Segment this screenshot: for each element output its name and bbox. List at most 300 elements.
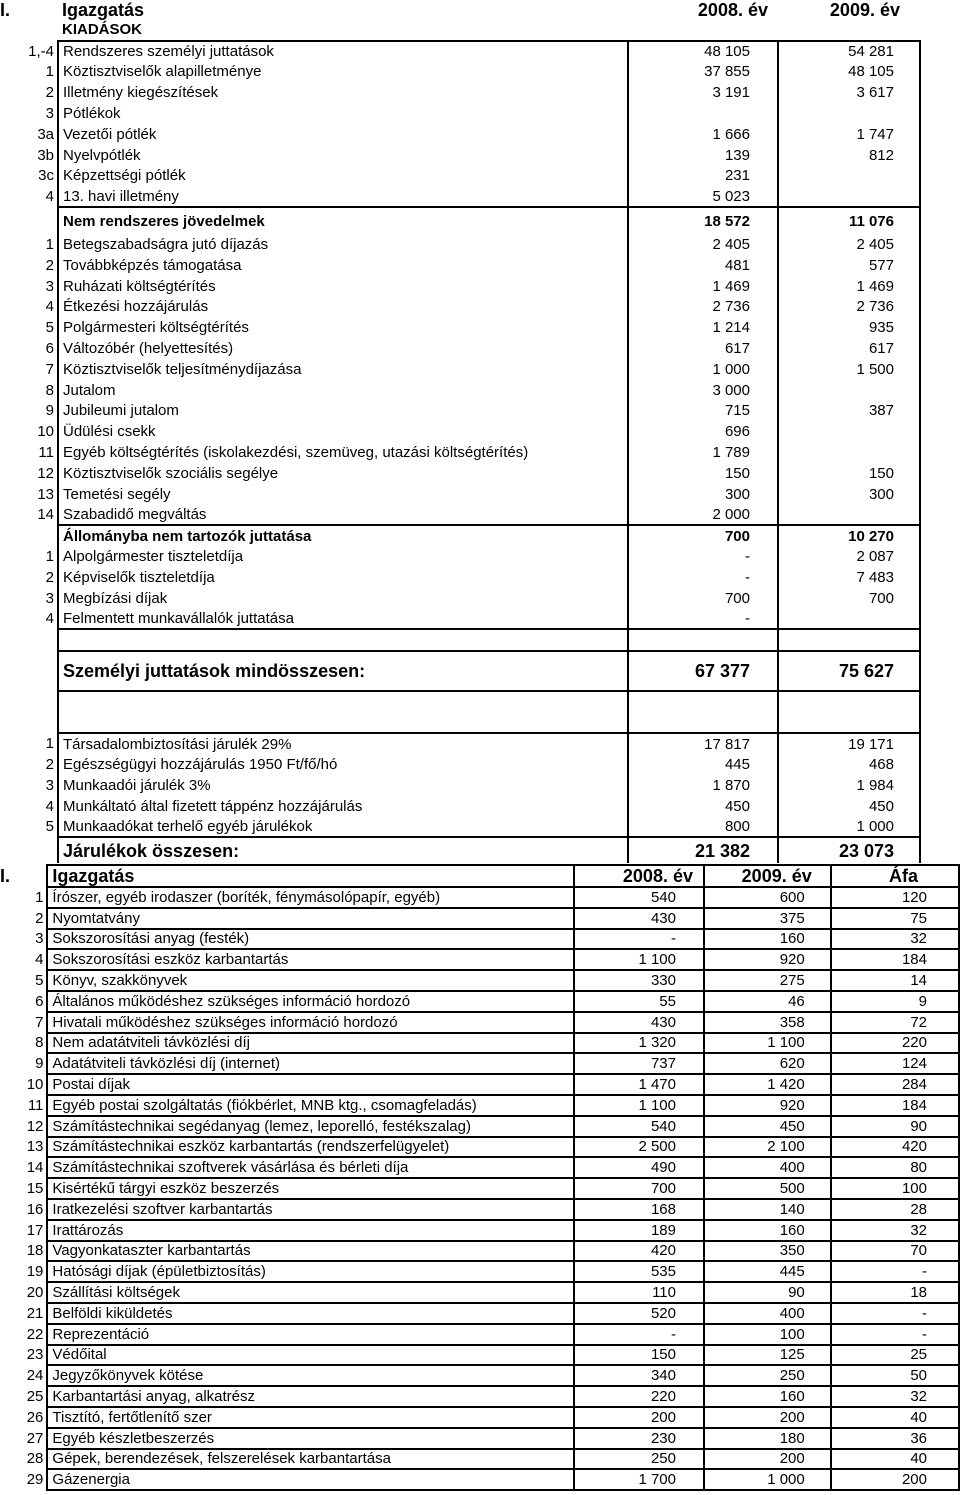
vat-value: 120 <box>831 887 959 908</box>
row-number: 10 <box>37 423 54 441</box>
row-label: Egyéb készletbeszerzés <box>47 1428 574 1449</box>
row-number: 21 <box>26 1304 44 1322</box>
row-label: Számítástechnikai eszköz karbantartás (rendszerfelügyelet) <box>47 1137 574 1158</box>
row-label: Megbízási díjak <box>58 588 628 609</box>
value-2008: 490 <box>574 1157 704 1178</box>
table-row <box>0 401 920 422</box>
row-number <box>0 525 58 546</box>
table-row <box>0 166 920 187</box>
regular-personnel-total-row <box>0 41 920 62</box>
value-2008: 55 <box>574 991 704 1012</box>
row-label: Köztisztviselők alapilletménye <box>58 62 628 83</box>
value-2009: 7 483 <box>778 567 920 588</box>
vat-value: 72 <box>831 1012 959 1033</box>
row-number: 3 <box>45 589 54 607</box>
expense-row <box>0 1220 959 1241</box>
row-number: 1 <box>45 548 54 566</box>
row-label: Számítástechnikai szoftverek vásárlása és bérleti díja <box>47 1157 574 1178</box>
vat-value: 32 <box>831 929 959 950</box>
value-2009 <box>778 103 920 124</box>
value-2008: - <box>628 567 778 588</box>
value-2009: 445 <box>704 1261 831 1282</box>
row-label: Nyelvpótlék <box>58 145 628 166</box>
value-2008: 1 100 <box>574 1095 704 1116</box>
value-2008: 450 <box>628 796 778 817</box>
value-2009: 1 500 <box>778 359 920 380</box>
value-2008: 340 <box>574 1365 704 1386</box>
table-row <box>0 505 920 526</box>
material-expenses-body <box>0 865 959 1490</box>
value-2009: 617 <box>778 338 920 359</box>
value-2008: 1 870 <box>628 775 778 796</box>
row-label: Általános működéshez szükséges információ hordozó <box>47 991 574 1012</box>
row-label: Munkaadókat terhelő egyéb járulékok <box>58 817 628 838</box>
value-2009: 2 405 <box>778 234 920 255</box>
value-2009: 160 <box>704 929 831 950</box>
table-row <box>0 796 920 817</box>
table-row <box>0 609 920 630</box>
row-label: Vagyonkataszter karbantartás <box>47 1241 574 1262</box>
row-number: 3b <box>37 146 54 164</box>
vat-value: 28 <box>831 1199 959 1220</box>
table-row <box>0 317 920 338</box>
value-2009: 200 <box>704 1407 831 1428</box>
row-label: Temetési segély <box>58 484 628 505</box>
row-number: 11 <box>27 1096 44 1114</box>
row-label: Képviselők tiszteletdíja <box>58 567 628 588</box>
value-2008: 540 <box>574 1116 704 1137</box>
row-label: Személyi juttatások mindösszesen: <box>58 651 628 691</box>
value-2009: 400 <box>704 1157 831 1178</box>
vat-value: 25 <box>831 1345 959 1366</box>
row-number: 17 <box>26 1221 44 1239</box>
table-row <box>0 145 920 166</box>
row-number: 19 <box>26 1263 44 1281</box>
value-2008: 2 405 <box>628 234 778 255</box>
expense-row <box>0 1116 959 1137</box>
table-row <box>0 297 920 318</box>
value-2009: 700 <box>778 588 920 609</box>
expense-row <box>0 1012 959 1033</box>
table-row <box>0 421 920 442</box>
expense-row <box>0 887 959 908</box>
row-number: 29 <box>26 1471 44 1489</box>
row-label: Irattározás <box>47 1220 574 1241</box>
table-row <box>0 186 920 207</box>
value-2009: 1 469 <box>778 276 920 297</box>
value-2009: 75 627 <box>778 651 920 691</box>
row-label: Gépek, berendezések, felszerelések karbantartása <box>47 1449 574 1470</box>
vat-value: - <box>831 1261 959 1282</box>
row-label: Betegszabadságra jutó díjazás <box>58 234 628 255</box>
vat-value: 124 <box>831 1053 959 1074</box>
row-label: Rendszeres személyi juttatások <box>58 41 628 62</box>
table-row <box>0 567 920 588</box>
value-2009: 48 105 <box>778 62 920 83</box>
value-2008: 150 <box>574 1345 704 1366</box>
row-label: Jubileumi jutalom <box>58 401 628 422</box>
row-label: Hivatali működéshez szükséges információ hordozó <box>47 1012 574 1033</box>
row-label: Egyéb postai szolgáltatás (fiókbérlet, MNB ktg., csomagfeladás) <box>47 1095 574 1116</box>
vat-value: 40 <box>831 1449 959 1470</box>
row-label: Írószer, egyéb irodaszer (boríték, fénymásolópapír, egyéb) <box>47 887 574 908</box>
value-2008: 420 <box>574 1241 704 1262</box>
value-2008: 139 <box>628 145 778 166</box>
value-2009: 1 000 <box>704 1469 831 1490</box>
spacer-row <box>0 691 920 733</box>
vat-value: 32 <box>831 1386 959 1407</box>
table-row <box>0 103 920 124</box>
value-2008: 67 377 <box>628 651 778 691</box>
expense-row <box>0 908 959 929</box>
value-2008: 1 789 <box>628 442 778 463</box>
vat-value: 80 <box>831 1157 959 1178</box>
table-row <box>0 124 920 145</box>
row-number: 4 <box>35 951 44 969</box>
row-number: 8 <box>45 381 54 399</box>
row-label: Gázenergia <box>47 1469 574 1490</box>
row-number: 1 <box>35 888 44 906</box>
section2-year-2008-header: 2008. év <box>574 865 704 887</box>
value-2009: 350 <box>704 1241 831 1262</box>
spacer <box>58 691 628 733</box>
value-2008: 1 666 <box>628 124 778 145</box>
value-2009: 23 073 <box>778 837 920 863</box>
spacer <box>628 691 778 733</box>
expense-row <box>0 970 959 991</box>
row-number: 3a <box>37 125 54 143</box>
row-number: 3 <box>45 277 54 295</box>
row-label: Egyéb költségtérítés (iskolakezdési, szemüveg, utazási költségtérítés) <box>58 442 628 463</box>
table-row <box>0 359 920 380</box>
personnel-grand-total-row <box>0 651 920 691</box>
value-2008: 700 <box>574 1178 704 1199</box>
row-label: Illetmény kiegészítések <box>58 82 628 103</box>
value-2008: 110 <box>574 1282 704 1303</box>
value-2008: 430 <box>574 908 704 929</box>
row-number: 3 <box>35 930 44 948</box>
value-2008: 2 500 <box>574 1137 704 1158</box>
spacer <box>0 629 58 651</box>
value-2009: 125 <box>704 1345 831 1366</box>
row-number: 15 <box>26 1180 44 1198</box>
row-label: Köztisztviselők szociális segélye <box>58 463 628 484</box>
row-label: Jutalom <box>58 380 628 401</box>
value-2008: 540 <box>574 887 704 908</box>
value-2009: 400 <box>704 1303 831 1324</box>
value-2008: 168 <box>574 1199 704 1220</box>
table-row <box>0 463 920 484</box>
section-number: I. <box>0 0 11 20</box>
spacer <box>778 691 920 733</box>
value-2008: 617 <box>628 338 778 359</box>
row-label: Polgármesteri költségtérítés <box>58 317 628 338</box>
value-2009: 160 <box>704 1220 831 1241</box>
row-label: Könyv, szakkönyvek <box>47 970 574 991</box>
expense-row <box>0 1053 959 1074</box>
value-2008: 535 <box>574 1261 704 1282</box>
row-number: 3 <box>45 776 54 794</box>
value-2008: 230 <box>574 1428 704 1449</box>
value-2008: 300 <box>628 484 778 505</box>
vat-value: 184 <box>831 949 959 970</box>
value-2009: 620 <box>704 1053 831 1074</box>
value-2008: 700 <box>628 525 778 546</box>
vat-value: 184 <box>831 1095 959 1116</box>
vat-value: 32 <box>831 1220 959 1241</box>
section-title: Igazgatás <box>62 0 145 20</box>
value-2008: 696 <box>628 421 778 442</box>
value-2008: 430 <box>574 1012 704 1033</box>
row-label: Munkaadói járulék 3% <box>58 775 628 796</box>
vat-value: 18 <box>831 1282 959 1303</box>
value-2009: 450 <box>704 1116 831 1137</box>
value-2008: 2 000 <box>628 505 778 526</box>
expense-row <box>0 1199 959 1220</box>
row-label: Munkáltató által fizetett táppénz hozzájárulás <box>58 796 628 817</box>
row-number: 2 <box>45 568 54 586</box>
row-label: Postai díjak <box>47 1074 574 1095</box>
row-label: Szabadidő megváltás <box>58 505 628 526</box>
row-label: Reprezentáció <box>47 1324 574 1345</box>
vat-value: 220 <box>831 1033 959 1054</box>
row-label: Szállítási költségek <box>47 1282 574 1303</box>
row-number: 11 <box>38 444 54 462</box>
expense-row <box>0 929 959 950</box>
contributions-total-row <box>0 837 920 863</box>
expense-row <box>0 1428 959 1449</box>
row-label: Továbbképzés támogatása <box>58 255 628 276</box>
row-label: Étkezési hozzájárulás <box>58 297 628 318</box>
table-row <box>0 733 920 754</box>
vat-value: 90 <box>831 1116 959 1137</box>
table-row <box>0 817 920 838</box>
value-2009: 387 <box>778 401 920 422</box>
vat-value: 75 <box>831 908 959 929</box>
value-2008: 2 736 <box>628 297 778 318</box>
value-2009: 358 <box>704 1012 831 1033</box>
value-2008: 1 000 <box>628 359 778 380</box>
table-row <box>0 82 920 103</box>
value-2008: 737 <box>574 1053 704 1074</box>
non-staff-payments-total-row <box>0 525 920 546</box>
value-2009: 100 <box>704 1324 831 1345</box>
expense-row <box>0 1033 959 1054</box>
value-2009: 160 <box>704 1386 831 1407</box>
vat-value: 9 <box>831 991 959 1012</box>
row-number <box>0 207 58 234</box>
value-2008: 520 <box>574 1303 704 1324</box>
spacer <box>628 629 778 651</box>
row-label: Tisztító, fertőtlenítő szer <box>47 1407 574 1428</box>
row-label: Vezetői pótlék <box>58 124 628 145</box>
value-2009: 140 <box>704 1199 831 1220</box>
row-number: 2 <box>45 756 54 773</box>
row-number: 1 <box>45 236 54 254</box>
value-2008: 481 <box>628 255 778 276</box>
value-2008: 200 <box>574 1407 704 1428</box>
row-number: 4 <box>45 797 54 815</box>
row-number: 18 <box>26 1242 44 1260</box>
vat-value: 40 <box>831 1407 959 1428</box>
row-number: 6 <box>35 992 44 1010</box>
table-row <box>0 775 920 796</box>
value-2009: 500 <box>704 1178 831 1199</box>
row-number: 4 <box>45 298 54 316</box>
expense-row <box>0 1282 959 1303</box>
row-number: 14 <box>37 506 54 524</box>
expense-row <box>0 1074 959 1095</box>
row-number: 5 <box>45 818 54 836</box>
row-number: 10 <box>26 1076 44 1094</box>
row-number: 8 <box>35 1034 44 1052</box>
section2-number: I. <box>0 866 11 886</box>
row-label: Társadalombiztosítási járulék 29% <box>58 733 628 754</box>
vat-value: 100 <box>831 1178 959 1199</box>
row-label: Sokszorosítási anyag (festék) <box>47 929 574 950</box>
row-number: 1 <box>45 735 54 753</box>
value-2008: 3 191 <box>628 82 778 103</box>
row-number: 4 <box>45 610 54 628</box>
value-2009: 150 <box>778 463 920 484</box>
table-row <box>0 442 920 463</box>
row-number: 28 <box>26 1450 44 1468</box>
row-number: 13 <box>37 485 54 503</box>
vat-value: - <box>831 1303 959 1324</box>
value-2008: 700 <box>628 588 778 609</box>
row-label: Nem rendszeres jövedelmek <box>58 207 628 234</box>
row-number: 3c <box>38 167 54 185</box>
value-2008: 800 <box>628 817 778 838</box>
row-number: 9 <box>45 402 54 420</box>
value-2009: 90 <box>704 1282 831 1303</box>
row-number: 2 <box>45 256 54 274</box>
row-label: Ruházati költségtérítés <box>58 276 628 297</box>
value-2009: 46 <box>704 991 831 1012</box>
value-2009: 250 <box>704 1365 831 1386</box>
spacer <box>0 691 58 733</box>
section-header-row <box>0 0 920 20</box>
row-label: Felmentett munkavállalók juttatása <box>58 609 628 630</box>
row-label: Hatósági díjak (épületbiztosítás) <box>47 1261 574 1282</box>
value-2009 <box>778 421 920 442</box>
value-2009: 180 <box>704 1428 831 1449</box>
row-label: Képzettségi pótlék <box>58 166 628 187</box>
value-2008: 3 000 <box>628 380 778 401</box>
expense-row <box>0 1137 959 1158</box>
value-2008: 1 100 <box>574 949 704 970</box>
vat-value: - <box>831 1324 959 1345</box>
spacer <box>58 629 628 651</box>
value-2008: 17 817 <box>628 733 778 754</box>
vat-value: 14 <box>831 970 959 991</box>
expense-row <box>0 1095 959 1116</box>
expense-row <box>0 1449 959 1470</box>
expense-row <box>0 991 959 1012</box>
expense-row <box>0 1261 959 1282</box>
value-2008: - <box>574 929 704 950</box>
table-row <box>0 484 920 505</box>
row-number: 27 <box>26 1429 44 1447</box>
row-number <box>0 651 58 691</box>
expense-row <box>0 1407 959 1428</box>
row-label: Egészségügyi hozzájárulás 1950 Ft/fő/hó <box>58 754 628 775</box>
table-row <box>0 588 920 609</box>
value-2008: 5 023 <box>628 186 778 207</box>
year-2008-header: 2008. év <box>697 0 768 20</box>
row-label: Pótlékok <box>58 103 628 124</box>
table-row <box>0 338 920 359</box>
table-row <box>0 380 920 401</box>
row-number <box>0 837 58 863</box>
value-2008: 21 382 <box>628 837 778 863</box>
section2-year-2009-header: 2009. év <box>704 865 831 887</box>
row-number: 7 <box>35 1013 44 1031</box>
row-label: Üdülési csekk <box>58 421 628 442</box>
value-2009 <box>778 442 920 463</box>
expense-row <box>0 1365 959 1386</box>
value-2009: 3 617 <box>778 82 920 103</box>
row-number: 2 <box>35 909 44 927</box>
value-2009: 600 <box>704 887 831 908</box>
vat-value: 420 <box>831 1137 959 1158</box>
row-number: 13 <box>26 1138 44 1156</box>
value-2009: 2 087 <box>778 546 920 567</box>
value-2008: 1 470 <box>574 1074 704 1095</box>
row-number: 25 <box>26 1388 44 1406</box>
value-2009: 300 <box>778 484 920 505</box>
expense-row <box>0 1386 959 1407</box>
value-2009: 1 100 <box>704 1033 831 1054</box>
value-2009: 920 <box>704 1095 831 1116</box>
row-label: 13. havi illetmény <box>58 186 628 207</box>
table-row <box>0 276 920 297</box>
expense-row <box>0 1178 959 1199</box>
row-number: 20 <box>26 1284 44 1302</box>
year-2009-header: 2009. év <box>829 0 900 20</box>
expense-row <box>0 1345 959 1366</box>
value-2009 <box>778 186 920 207</box>
value-2009: 275 <box>704 970 831 991</box>
row-number: 6 <box>45 340 54 358</box>
row-label: Belföldi kiküldetés <box>47 1303 574 1324</box>
table-row <box>0 754 920 775</box>
value-2009: 468 <box>778 754 920 775</box>
value-2009: 2 736 <box>778 297 920 318</box>
row-number: 14 <box>26 1159 44 1177</box>
value-2008: 715 <box>628 401 778 422</box>
value-2008: - <box>574 1324 704 1345</box>
value-2009: 200 <box>704 1449 831 1470</box>
value-2009: 54 281 <box>778 41 920 62</box>
row-label: Állományba nem tartozók juttatása <box>58 525 628 546</box>
row-label: Karbantartási anyag, alkatrész <box>47 1386 574 1407</box>
expense-row <box>0 949 959 970</box>
expense-row <box>0 1241 959 1262</box>
section2-header-row <box>0 865 959 887</box>
row-label: Alpolgármester tiszteletdíja <box>58 546 628 567</box>
value-2008: 150 <box>628 463 778 484</box>
table-row <box>0 234 920 255</box>
vat-value: 50 <box>831 1365 959 1386</box>
row-label: Adatátviteli távközlési díj (internet) <box>47 1053 574 1074</box>
row-label: Nem adatátviteli távközlési díj <box>47 1033 574 1054</box>
value-2008: 231 <box>628 166 778 187</box>
value-2009: 2 100 <box>704 1137 831 1158</box>
irregular-income-total-row <box>0 207 920 234</box>
row-number: 5 <box>45 319 54 337</box>
expense-row <box>0 1469 959 1490</box>
